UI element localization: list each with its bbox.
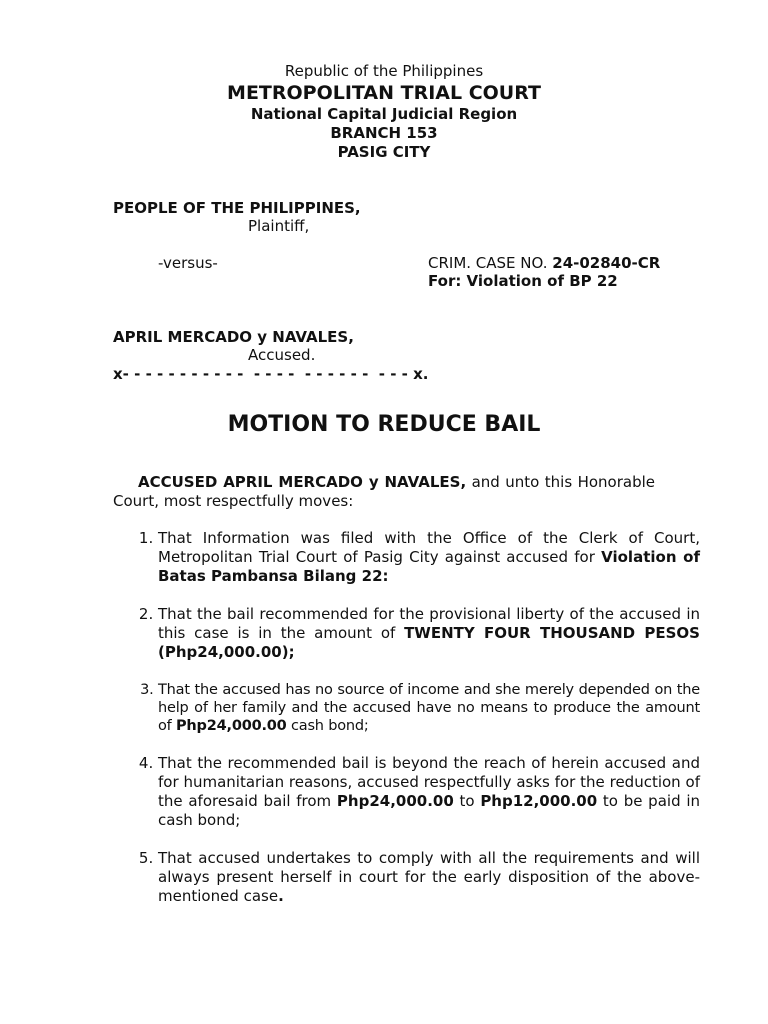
intro-paragraph [113, 473, 655, 511]
city-line: PASIG CITY [337, 143, 431, 161]
region-line: National Capital Judicial Region [250, 105, 518, 123]
item-text: That Information was filed with the Office of the Clerk of Court, Metropolitan Trial Court of Pasig City against accused for [158, 529, 700, 566]
intro-accused-name: ACCUSED APRIL MERCADO y NAVALES, [138, 473, 467, 491]
motion-items [113, 529, 700, 925]
offense-line: For: Violation of BP 22 [428, 272, 618, 290]
branch-line: BRANCH 153 [330, 124, 438, 142]
item-text: That the bail recommended for the provisional liberty of the accused in this case is in the amount of [158, 605, 700, 642]
item-bold-text: Php24,000.00 [336, 792, 454, 810]
document-title: MOTION TO REDUCE BAIL [227, 412, 541, 437]
separator-dashes: - - - - - - - - - - - - - - - - - - - - - - - [128, 365, 414, 383]
caption-separator [113, 365, 428, 384]
court-header [0, 62, 768, 162]
list-item [158, 681, 700, 735]
item-bold-text: TWENTY FOUR THOUSAND PESOS (Php24,000.00); [158, 624, 700, 661]
plaintiff-name: PEOPLE OF THE PHILIPPINES, [113, 199, 361, 217]
item-bold-text: Violation of Batas Pambansa Bilang 22: [158, 548, 701, 585]
list-item [158, 529, 700, 586]
case-label: CRIM. CASE NO. [428, 254, 553, 272]
list-item [158, 605, 700, 662]
list-item [158, 849, 700, 906]
item-text: That accused undertakes to comply with all the requirements and will always present herself in court for the early disposition of the above-mentioned case [158, 849, 700, 905]
list-item [158, 754, 700, 830]
item-text-after: to be paid in cash bond; [158, 792, 700, 829]
item-bold-text-2: Php12,000.00 [480, 792, 598, 810]
item-text-middle: to [453, 792, 481, 810]
item-text: That the accused has no source of income and she merely depended on the help of her family and the accused have no means to produce the amount of [158, 682, 700, 734]
accused-name: APRIL MERCADO y NAVALES, [113, 328, 354, 346]
plaintiff-role: Plaintiff, [248, 217, 310, 235]
accused-role: Accused. [248, 346, 316, 364]
case-number-line [428, 254, 660, 273]
republic-line: Republic of the Philippines [284, 62, 484, 80]
separator-start: x- [113, 365, 129, 383]
court-name: METROPOLITAN TRIAL COURT [227, 82, 541, 104]
item-text-after: cash bond; [286, 718, 369, 734]
separator-end: x. [413, 365, 429, 383]
item-bold-text: Php24,000.00 [176, 718, 287, 734]
intro-text: and unto this Honorable Court, most respectfully moves: [113, 473, 655, 510]
item-bold-text: . [278, 887, 284, 905]
item-text: That the recommended bail is beyond the reach of herein accused and for humanitarian reasons, accused respectfully asks for the reduction of the aforesaid bail from [158, 754, 700, 810]
versus-label: -versus- [158, 254, 218, 272]
case-number: 24-02840-CR [552, 254, 661, 272]
